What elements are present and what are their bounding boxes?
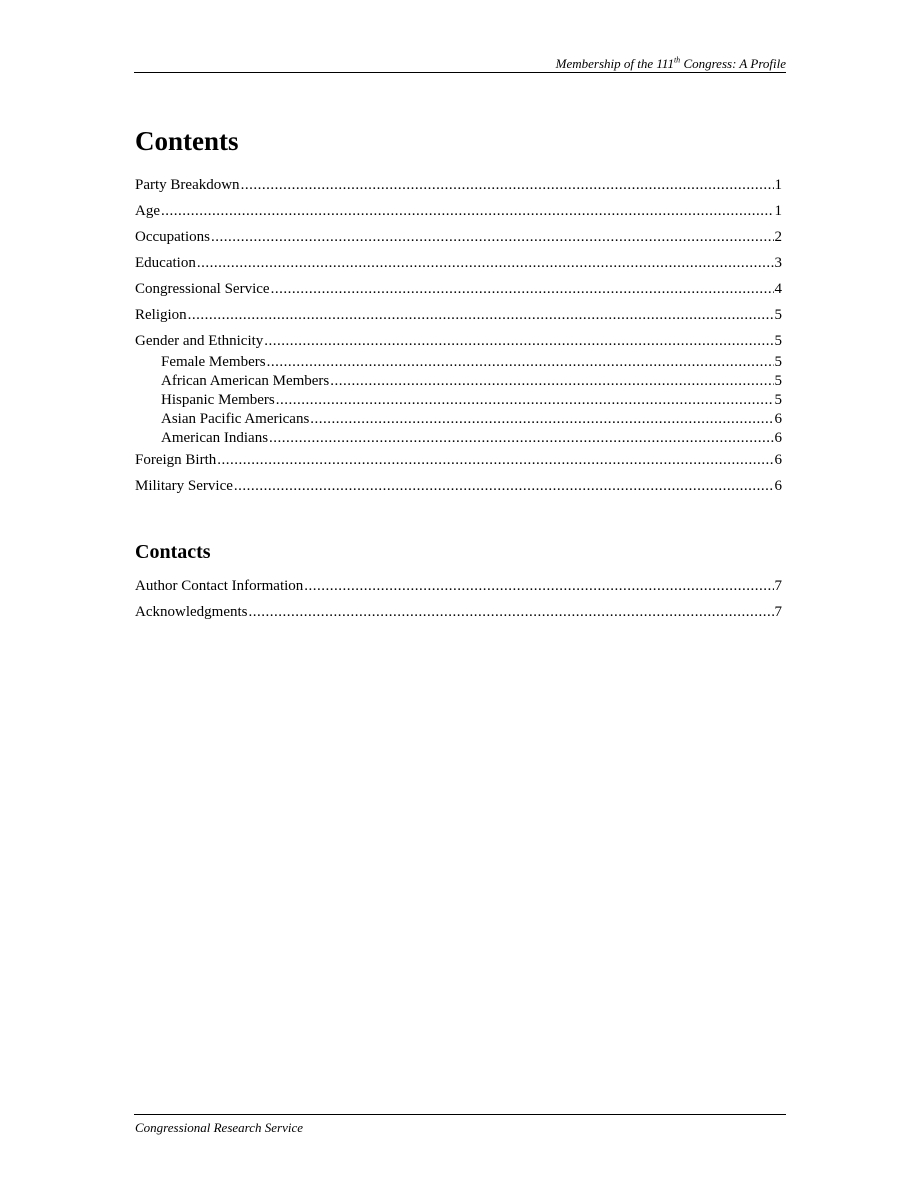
toc-entry-title: Foreign Birth — [135, 452, 217, 468]
toc-entry[interactable] — [135, 332, 782, 351]
toc-entry-page: 5 — [774, 307, 782, 323]
toc-subentry[interactable] — [135, 372, 782, 391]
toc-entry[interactable] — [135, 202, 782, 221]
toc-entry-page: 5 — [774, 333, 782, 349]
toc-entry[interactable] — [135, 176, 782, 195]
toc-subentry[interactable] — [135, 391, 782, 410]
toc-entry-page: 6 — [774, 452, 782, 468]
toc-entry-title: American Indians — [161, 430, 269, 446]
toc-entry-page: 5 — [774, 373, 782, 389]
toc-entry[interactable] — [135, 577, 782, 596]
toc-subentry[interactable] — [135, 410, 782, 429]
toc-subentry[interactable] — [135, 429, 782, 448]
running-header — [134, 56, 786, 72]
toc-dot-leader — [161, 202, 774, 221]
toc-entry[interactable] — [135, 254, 782, 273]
toc-entry-title: Age — [135, 203, 160, 219]
toc-entry-page: 1 — [774, 177, 782, 193]
toc-dot-leader — [248, 603, 773, 622]
toc-entry-page: 5 — [774, 354, 782, 370]
toc-entry-title: Education — [135, 255, 196, 271]
header-rule — [134, 72, 786, 73]
toc-dot-leader — [276, 391, 774, 410]
toc-entry-title: Acknowledgments — [135, 604, 248, 620]
toc-dot-leader — [269, 429, 773, 448]
toc-entry-title: Author Contact Information — [135, 578, 304, 594]
toc-entry-title: Occupations — [135, 229, 210, 245]
toc-entry-page: 6 — [774, 478, 782, 494]
toc-entry[interactable] — [135, 280, 782, 299]
toc-entry-title: Religion — [135, 307, 187, 323]
toc-entry-page: 1 — [774, 203, 782, 219]
toc-entry[interactable] — [135, 451, 782, 470]
toc-dot-leader — [241, 176, 774, 195]
toc-entry-title: Female Members — [161, 354, 266, 370]
toc-entry-title: Party Breakdown — [135, 177, 240, 193]
header-title-suffix: Congress: A Profile — [680, 56, 786, 71]
toc-entry[interactable] — [135, 306, 782, 325]
toc-entry-title: Gender and Ethnicity — [135, 333, 264, 349]
toc-entry-title: African American Members — [161, 373, 330, 389]
toc-dot-leader — [310, 410, 773, 429]
toc-dot-leader — [271, 280, 774, 299]
toc-entry-page: 7 — [774, 604, 782, 620]
toc-entry-page: 4 — [774, 281, 782, 297]
toc-dot-leader — [264, 332, 773, 351]
contents-list — [135, 176, 782, 503]
toc-dot-leader — [304, 577, 773, 596]
toc-entry-title: Military Service — [135, 478, 233, 494]
toc-dot-leader — [267, 353, 774, 372]
toc-entry[interactable] — [135, 603, 782, 622]
toc-dot-leader — [330, 372, 773, 391]
toc-entry-page: 5 — [774, 392, 782, 408]
toc-dot-leader — [217, 451, 773, 470]
toc-dot-leader — [197, 254, 774, 273]
toc-entry[interactable] — [135, 477, 782, 496]
toc-entry-page: 2 — [774, 229, 782, 245]
toc-dot-leader — [234, 477, 774, 496]
toc-subentry[interactable] — [135, 353, 782, 372]
toc-entry-page: 3 — [774, 255, 782, 271]
toc-entry-title: Asian Pacific Americans — [161, 411, 310, 427]
header-title-prefix: Membership of the 111 — [555, 56, 674, 71]
toc-dot-leader — [211, 228, 774, 247]
toc-entry-page: 6 — [774, 411, 782, 427]
toc-entry-page: 7 — [774, 578, 782, 594]
footer-rule — [134, 1114, 786, 1115]
header-title-superscript: th — [673, 55, 681, 65]
running-footer: Congressional Research Service — [135, 1120, 303, 1135]
toc-entry-page: 6 — [774, 430, 782, 446]
toc-dot-leader — [188, 306, 774, 325]
toc-entry-title: Congressional Service — [135, 281, 270, 297]
contacts-heading: Contacts — [135, 541, 211, 563]
toc-entry[interactable] — [135, 228, 782, 247]
contacts-list — [135, 577, 782, 629]
contents-heading: Contents — [135, 126, 239, 156]
toc-entry-title: Hispanic Members — [161, 392, 275, 408]
